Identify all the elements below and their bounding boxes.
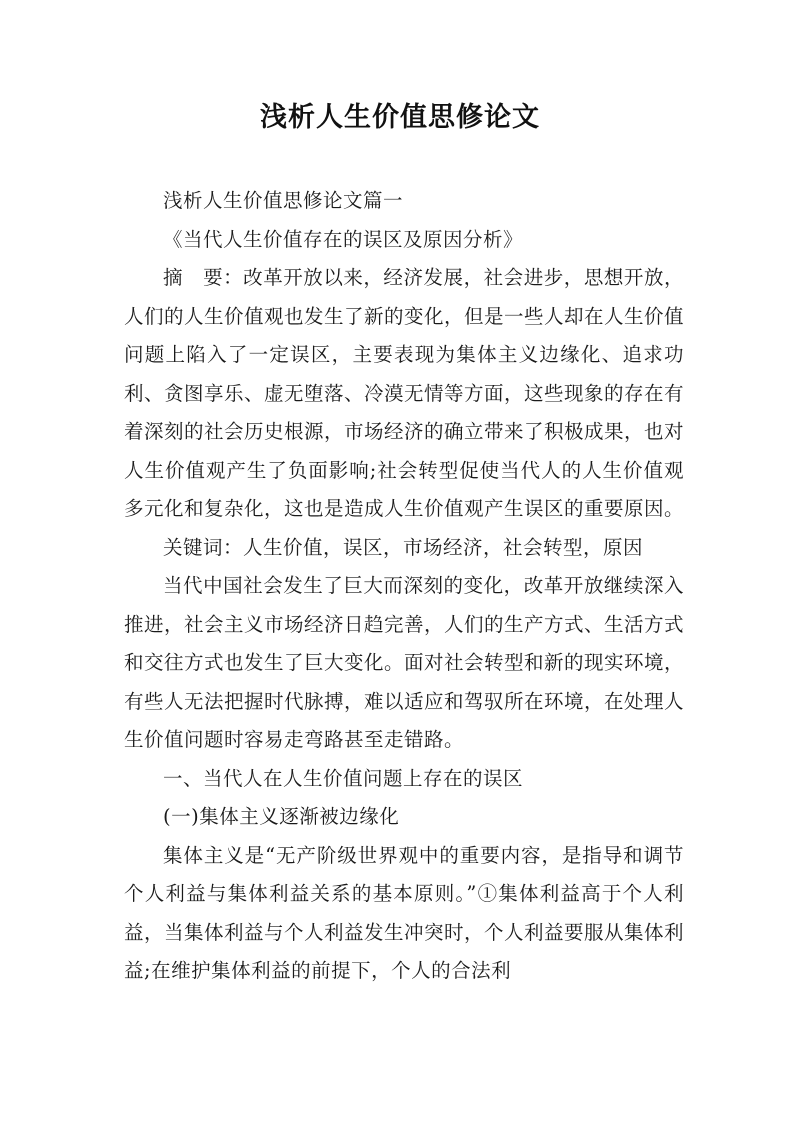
keywords-paragraph: 关键词：人生价值，误区，市场经济，社会转型，原因	[163, 535, 644, 559]
subsection-heading: (一)集体主义逐渐被边缘化	[163, 805, 400, 828]
intro-paragraph: 当代中国社会发生了巨大而深刻的变化，改革开放继续深入推进，社会主义市场经济日趋完善，人们的生产方式、生活方式和交往方式也发生了巨大变化。面对社会转型和新的现实环境，有些人无法把握时代脉搏，难以适应和驾驭所在环境，在处理人生价值问题时容易走弯路甚至走错路。	[124, 574, 685, 751]
chapter-heading: 一、当代人在人生价值问题上存在的误区	[163, 766, 524, 790]
abstract-paragraph: 摘 要：改革开放以来，经济发展，社会进步，思想开放，人们的人生价值观也发生了新的变化，但是一些人却在人生价值问题上陷入了一定误区，主要表现为集体主义边缘化、追求功利、贪图享乐、虚无堕落、冷漠无情等方面，这些现象的存在有着深刻的社会历史根源，市场经济的确立带来了积极成果，也对人生价值观产生了负面影响;社会转型促使当代人的人生价值观多元化和复杂化，这也是造成人生价值观产生误区的重要原因。	[124, 266, 685, 520]
paper-title: 《当代人生价值存在的误区及原因分析》	[163, 227, 524, 251]
document-title: 浅析人生价值思修论文	[260, 102, 540, 133]
body-paragraph: 集体主义是“无产阶级世界观中的重要内容，是指导和调节个人利益与集体利益关系的基本原则。”①集体利益高于个人利益，当集体利益与个人利益发生冲突时，个人利益要服从集体利益;在维护集体利益的前提下，个人的合法利	[124, 843, 685, 982]
section-heading: 浅析人生价值思修论文篇一	[163, 189, 404, 212]
document-body	[124, 182, 684, 991]
